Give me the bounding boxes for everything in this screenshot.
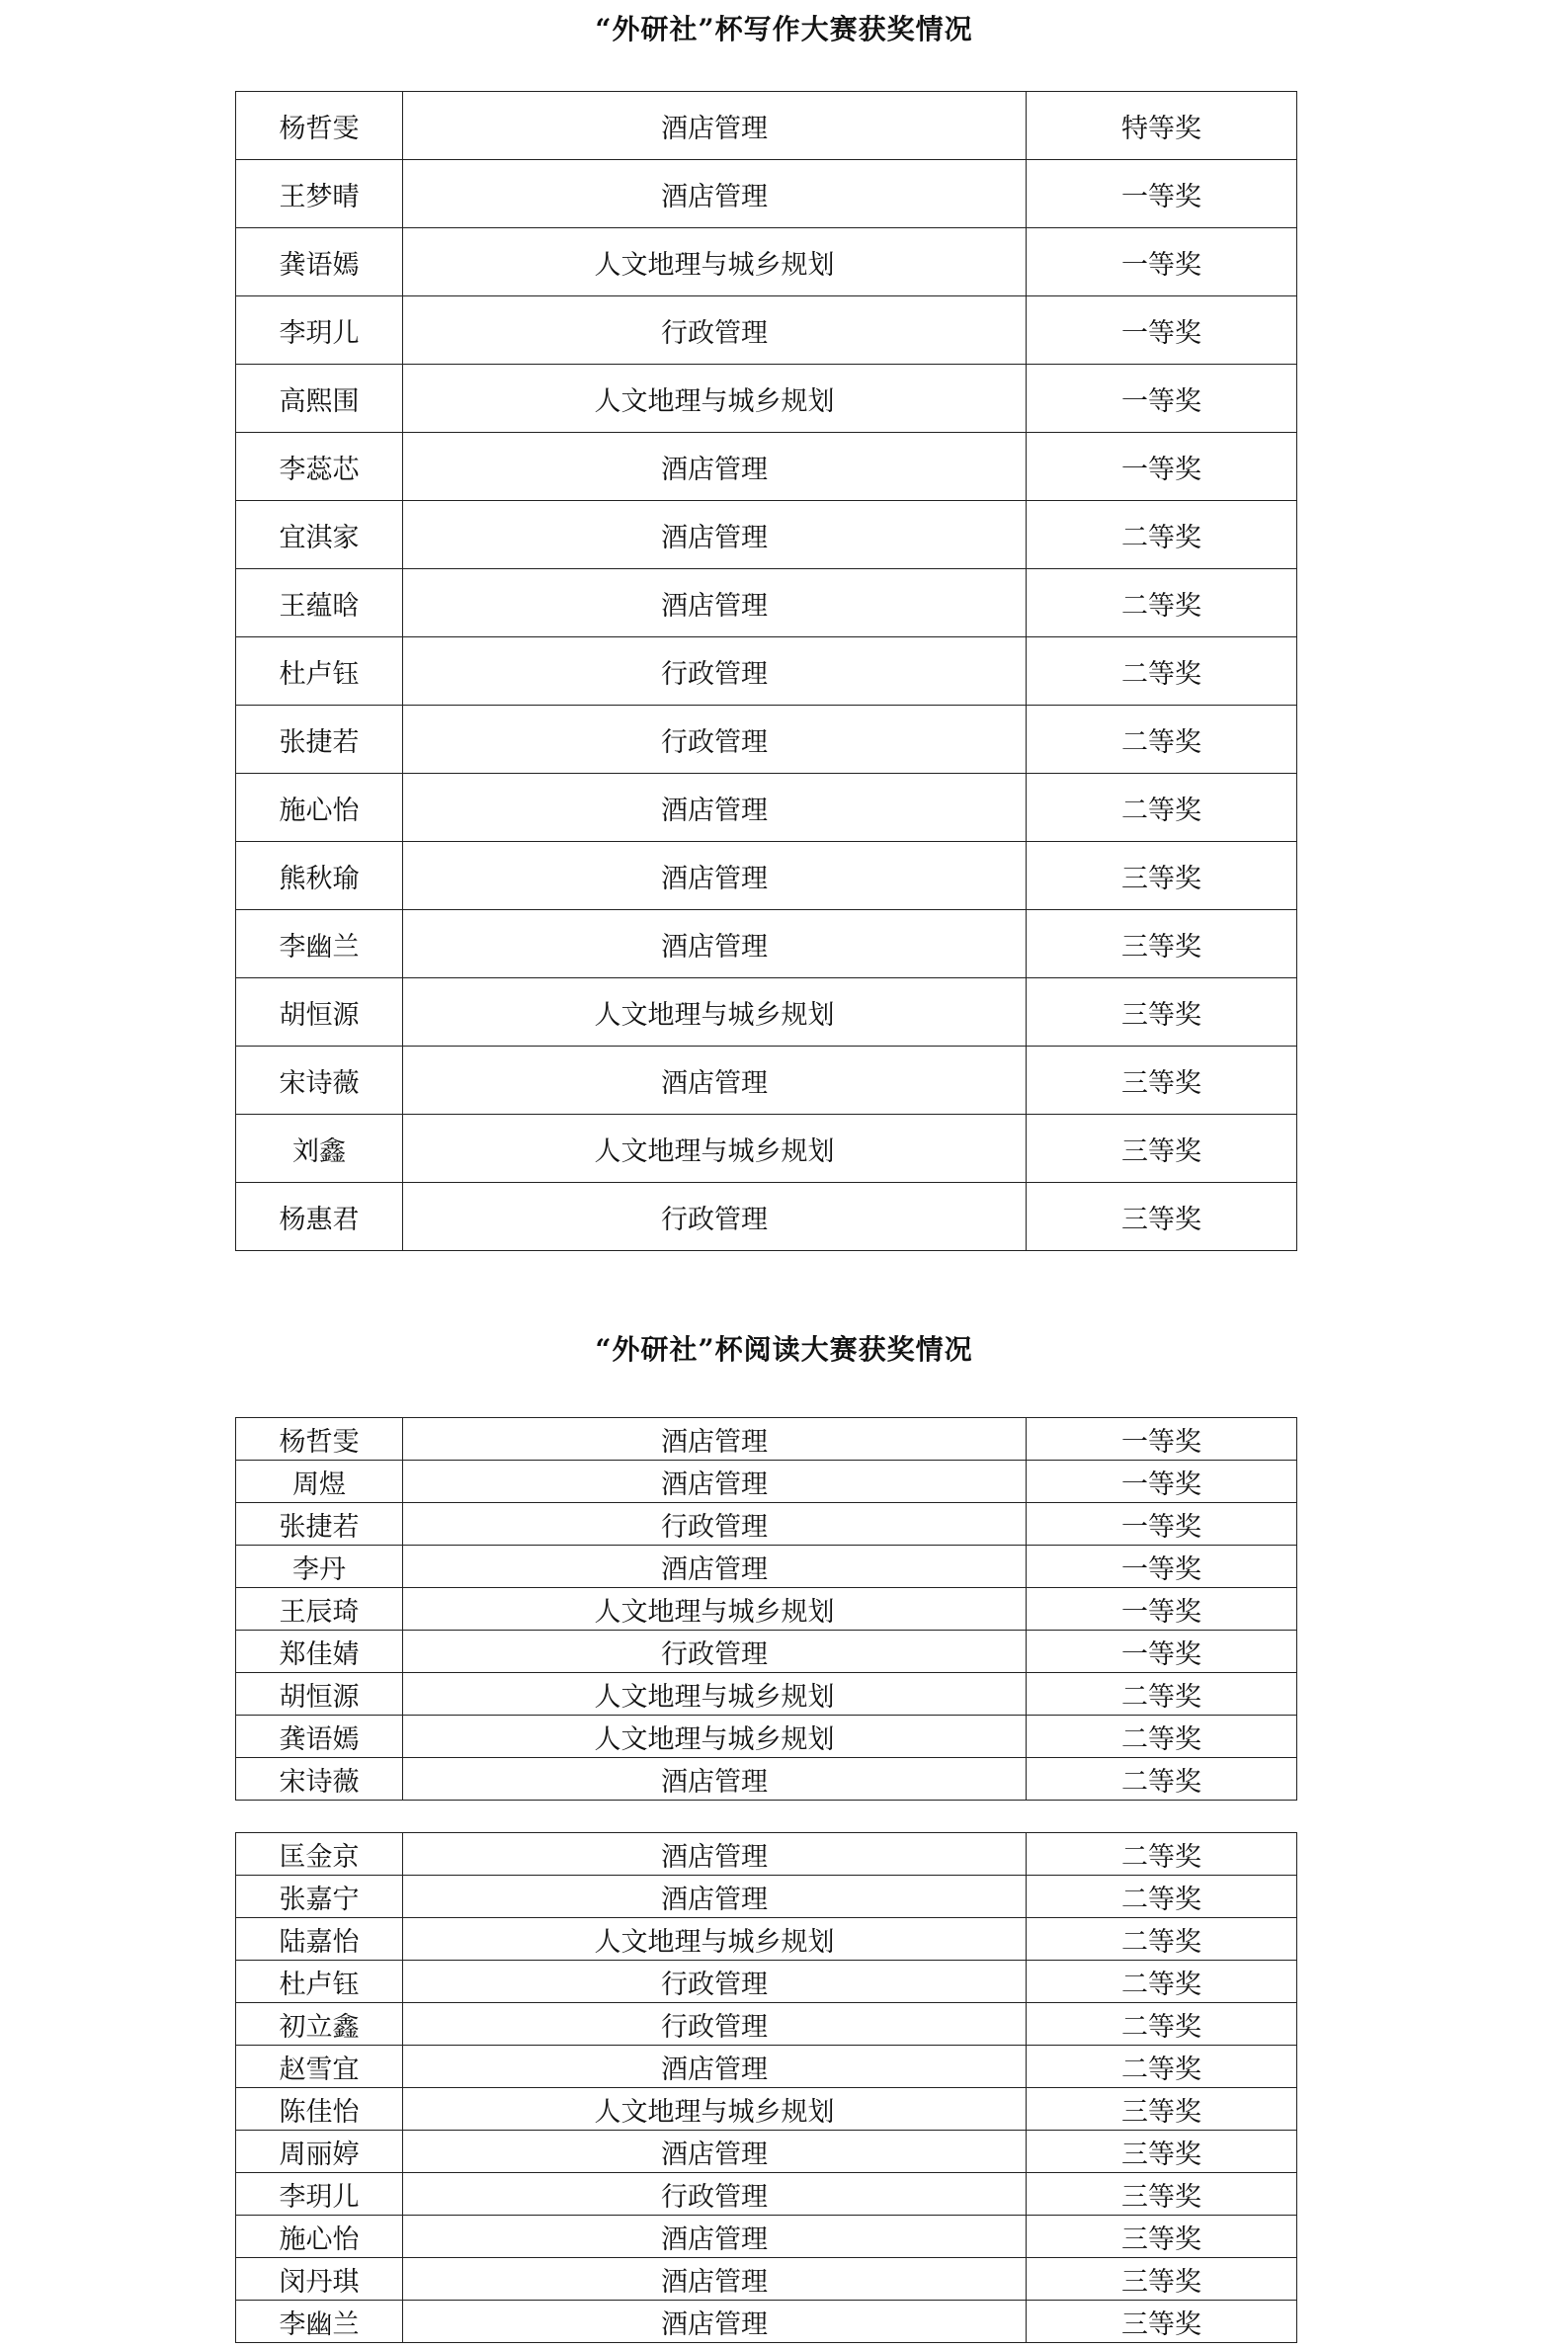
table-row (236, 1673, 1297, 1716)
writing-awards-table (235, 91, 1297, 1251)
table-row (236, 365, 1297, 433)
student-name-cell: 李蕊芯 (236, 433, 403, 501)
award-cell: 二等奖 (1027, 1918, 1297, 1961)
major-cell: 行政管理 (403, 2173, 1027, 2216)
student-name-cell: 李幽兰 (236, 2301, 403, 2343)
student-name-cell: 王蕴晗 (236, 569, 403, 637)
student-name-cell: 宋诗薇 (236, 1047, 403, 1115)
student-name-cell: 李丹 (236, 1546, 403, 1588)
award-cell: 二等奖 (1027, 501, 1297, 569)
table-row (236, 1047, 1297, 1115)
table-row (236, 2258, 1297, 2301)
student-name-cell: 周丽婷 (236, 2131, 403, 2173)
table-row (236, 842, 1297, 910)
award-cell: 二等奖 (1027, 2003, 1297, 2046)
major-cell: 酒店管理 (403, 160, 1027, 228)
table-row (236, 433, 1297, 501)
student-name-cell: 张嘉宁 (236, 1876, 403, 1918)
student-name-cell: 胡恒源 (236, 978, 403, 1047)
major-cell: 酒店管理 (403, 92, 1027, 160)
student-name-cell: 宋诗薇 (236, 1758, 403, 1801)
major-cell: 酒店管理 (403, 2216, 1027, 2258)
table-row (236, 2173, 1297, 2216)
award-cell: 一等奖 (1027, 296, 1297, 365)
student-name-cell: 施心怡 (236, 774, 403, 842)
award-cell: 二等奖 (1027, 774, 1297, 842)
table-row (236, 160, 1297, 228)
award-cell: 二等奖 (1027, 1961, 1297, 2003)
major-cell: 人文地理与城乡规划 (403, 1115, 1027, 1183)
table-row (236, 2003, 1297, 2046)
major-cell: 酒店管理 (403, 569, 1027, 637)
major-cell: 行政管理 (403, 706, 1027, 774)
major-cell: 人文地理与城乡规划 (403, 1588, 1027, 1631)
award-cell: 三等奖 (1027, 2131, 1297, 2173)
award-cell: 二等奖 (1027, 1673, 1297, 1716)
award-cell: 一等奖 (1027, 1588, 1297, 1631)
major-cell: 酒店管理 (403, 2258, 1027, 2301)
table-row (236, 1716, 1297, 1758)
major-cell: 行政管理 (403, 1631, 1027, 1673)
student-name-cell: 王辰琦 (236, 1588, 403, 1631)
award-cell: 二等奖 (1027, 706, 1297, 774)
award-cell: 三等奖 (1027, 978, 1297, 1047)
major-cell: 人文地理与城乡规划 (403, 2088, 1027, 2131)
award-cell: 二等奖 (1027, 569, 1297, 637)
table-row (236, 1546, 1297, 1588)
major-cell: 酒店管理 (403, 774, 1027, 842)
student-name-cell: 刘鑫 (236, 1115, 403, 1183)
award-cell: 三等奖 (1027, 2301, 1297, 2343)
student-name-cell: 初立鑫 (236, 2003, 403, 2046)
table-row (236, 1115, 1297, 1183)
major-cell: 酒店管理 (403, 1876, 1027, 1918)
table-row (236, 637, 1297, 706)
table-row (236, 1961, 1297, 2003)
table-row (236, 774, 1297, 842)
major-cell: 人文地理与城乡规划 (403, 1918, 1027, 1961)
table-row (236, 228, 1297, 296)
student-name-cell: 李幽兰 (236, 910, 403, 978)
student-name-cell: 熊秋瑜 (236, 842, 403, 910)
student-name-cell: 杨哲雯 (236, 92, 403, 160)
student-name-cell: 陆嘉怡 (236, 1918, 403, 1961)
award-cell: 一等奖 (1027, 433, 1297, 501)
major-cell: 人文地理与城乡规划 (403, 1716, 1027, 1758)
award-cell: 一等奖 (1027, 228, 1297, 296)
table-row (236, 706, 1297, 774)
reading-awards-table-part1 (235, 1417, 1297, 1801)
student-name-cell: 周煜 (236, 1461, 403, 1503)
table-row (236, 2216, 1297, 2258)
table-row (236, 501, 1297, 569)
major-cell: 人文地理与城乡规划 (403, 365, 1027, 433)
major-cell: 酒店管理 (403, 1546, 1027, 1588)
award-cell: 三等奖 (1027, 842, 1297, 910)
award-cell: 一等奖 (1027, 1546, 1297, 1588)
table-row (236, 2301, 1297, 2343)
student-name-cell: 闵丹琪 (236, 2258, 403, 2301)
table-row (236, 1758, 1297, 1801)
award-cell: 特等奖 (1027, 92, 1297, 160)
major-cell: 行政管理 (403, 296, 1027, 365)
student-name-cell: 胡恒源 (236, 1673, 403, 1716)
student-name-cell: 赵雪宜 (236, 2046, 403, 2088)
major-cell: 酒店管理 (403, 1047, 1027, 1115)
table-row (236, 1418, 1297, 1461)
award-cell: 三等奖 (1027, 2088, 1297, 2131)
major-cell: 酒店管理 (403, 1418, 1027, 1461)
student-name-cell: 施心怡 (236, 2216, 403, 2258)
major-cell: 酒店管理 (403, 1461, 1027, 1503)
award-cell: 三等奖 (1027, 2258, 1297, 2301)
award-cell: 二等奖 (1027, 637, 1297, 706)
reading-contest-title: “外研社”杯阅读大赛获奖情况 (595, 1333, 973, 1366)
student-name-cell: 王梦晴 (236, 160, 403, 228)
major-cell: 酒店管理 (403, 1833, 1027, 1876)
table-row (236, 1918, 1297, 1961)
award-cell: 二等奖 (1027, 1876, 1297, 1918)
student-name-cell: 郑佳婧 (236, 1631, 403, 1673)
student-name-cell: 龚语嫣 (236, 228, 403, 296)
student-name-cell: 杜卢钰 (236, 1961, 403, 2003)
award-cell: 三等奖 (1027, 2216, 1297, 2258)
award-cell: 一等奖 (1027, 365, 1297, 433)
major-cell: 人文地理与城乡规划 (403, 1673, 1027, 1716)
major-cell: 行政管理 (403, 2003, 1027, 2046)
award-cell: 三等奖 (1027, 2173, 1297, 2216)
table-row (236, 92, 1297, 160)
award-cell: 三等奖 (1027, 910, 1297, 978)
major-cell: 酒店管理 (403, 2131, 1027, 2173)
student-name-cell: 杨哲雯 (236, 1418, 403, 1461)
award-cell: 二等奖 (1027, 2046, 1297, 2088)
award-cell: 三等奖 (1027, 1115, 1297, 1183)
student-name-cell: 李玥儿 (236, 296, 403, 365)
table-row (236, 296, 1297, 365)
major-cell: 行政管理 (403, 637, 1027, 706)
reading-awards-table-part2 (235, 1832, 1297, 2343)
student-name-cell: 龚语嫣 (236, 1716, 403, 1758)
major-cell: 人文地理与城乡规划 (403, 228, 1027, 296)
major-cell: 行政管理 (403, 1183, 1027, 1251)
student-name-cell: 李玥儿 (236, 2173, 403, 2216)
major-cell: 行政管理 (403, 1503, 1027, 1546)
major-cell: 酒店管理 (403, 910, 1027, 978)
student-name-cell: 宜淇家 (236, 501, 403, 569)
award-cell: 一等奖 (1027, 1503, 1297, 1546)
major-cell: 行政管理 (403, 1961, 1027, 2003)
award-cell: 二等奖 (1027, 1716, 1297, 1758)
student-name-cell: 张捷若 (236, 706, 403, 774)
award-cell: 一等奖 (1027, 1631, 1297, 1673)
award-cell: 三等奖 (1027, 1047, 1297, 1115)
table-row (236, 1461, 1297, 1503)
major-cell: 酒店管理 (403, 842, 1027, 910)
student-name-cell: 张捷若 (236, 1503, 403, 1546)
award-cell: 一等奖 (1027, 160, 1297, 228)
table-row (236, 910, 1297, 978)
writing-contest-title: “外研社”杯写作大赛获奖情况 (595, 13, 973, 45)
table-row (236, 1183, 1297, 1251)
major-cell: 酒店管理 (403, 2046, 1027, 2088)
award-cell: 一等奖 (1027, 1418, 1297, 1461)
table-row (236, 1833, 1297, 1876)
table-row (236, 1503, 1297, 1546)
student-name-cell: 高熙围 (236, 365, 403, 433)
student-name-cell: 匡金京 (236, 1833, 403, 1876)
major-cell: 人文地理与城乡规划 (403, 978, 1027, 1047)
award-cell: 一等奖 (1027, 1461, 1297, 1503)
table-row (236, 2131, 1297, 2173)
table-row (236, 569, 1297, 637)
table-row (236, 978, 1297, 1047)
award-cell: 二等奖 (1027, 1758, 1297, 1801)
award-cell: 三等奖 (1027, 1183, 1297, 1251)
award-cell: 二等奖 (1027, 1833, 1297, 1876)
table-row (236, 1876, 1297, 1918)
major-cell: 酒店管理 (403, 2301, 1027, 2343)
student-name-cell: 杜卢钰 (236, 637, 403, 706)
table-row (236, 1588, 1297, 1631)
major-cell: 酒店管理 (403, 433, 1027, 501)
major-cell: 酒店管理 (403, 1758, 1027, 1801)
student-name-cell: 杨惠君 (236, 1183, 403, 1251)
major-cell: 酒店管理 (403, 501, 1027, 569)
student-name-cell: 陈佳怡 (236, 2088, 403, 2131)
table-row (236, 2046, 1297, 2088)
table-row (236, 2088, 1297, 2131)
table-row (236, 1631, 1297, 1673)
